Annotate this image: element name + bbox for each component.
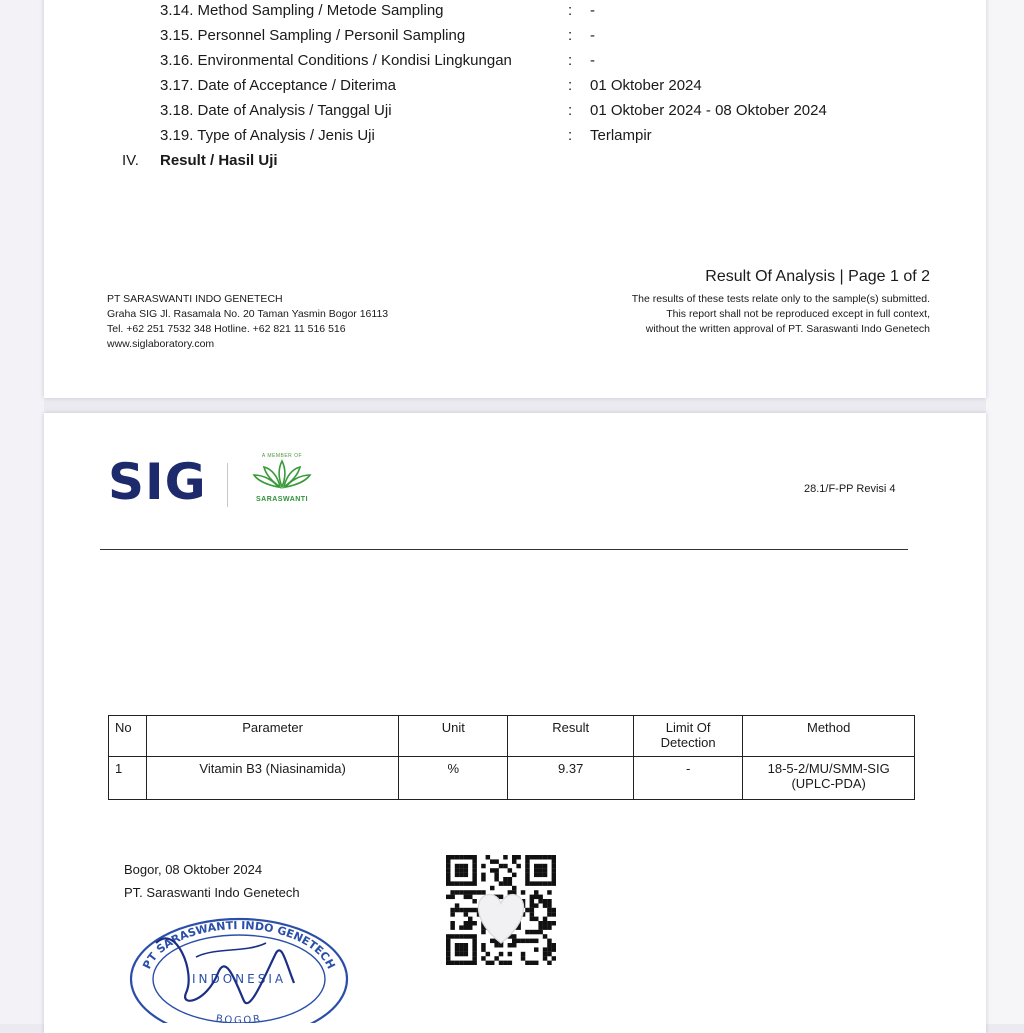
section-number: IV.: [122, 152, 139, 169]
saraswanti-logo: [244, 453, 320, 503]
cell-method: 18-5-2/MU/SMM-SIG (UPLC-PDA): [743, 757, 915, 800]
sig-logo: SIG: [108, 453, 207, 511]
results-table: [108, 715, 915, 800]
stamp-top-text: PT SARASWANTI INDO GENETECH: [140, 918, 338, 972]
left-background: [0, 0, 44, 1024]
page-footer-right: [632, 268, 930, 337]
info-row: [160, 27, 960, 51]
member-brand: SARASWANTI: [255, 496, 309, 503]
document-code: 28.1/F-PP Revisi 4: [804, 483, 896, 495]
signatory-company: PT. Saraswanti Indo Genetech: [124, 885, 300, 900]
header-unit: Unit: [399, 716, 508, 757]
info-value: -: [590, 52, 595, 69]
section-title: Result / Hasil Uji: [160, 152, 278, 169]
leaf-icon: [250, 459, 314, 489]
info-label: 3.14. Method Sampling / Metode Sampling: [160, 2, 444, 19]
company-footer: [107, 292, 388, 352]
svg-text:BOGOR: [215, 1013, 263, 1023]
disclaimer-line: This report shall not be reproduced except in full context,: [666, 308, 930, 320]
info-value: -: [590, 2, 595, 19]
table-header-row: [109, 716, 915, 757]
qr-code: [446, 855, 556, 965]
header-parameter: Parameter: [147, 716, 399, 757]
info-row: [160, 77, 960, 101]
header-limit-of-detection: Limit Of Detection: [633, 716, 742, 757]
cell-result: 9.37: [508, 757, 633, 800]
table-row: [109, 757, 915, 800]
document-page-1: [44, 0, 986, 398]
info-value: 01 Oktober 2024 - 08 Oktober 2024: [590, 102, 827, 119]
signature-stroke: [196, 943, 266, 957]
cell-unit: %: [399, 757, 508, 800]
right-background: [986, 0, 1024, 1024]
info-colon: :: [568, 102, 573, 119]
header-result: Result: [508, 716, 633, 757]
disclaimer: [632, 292, 930, 337]
disclaimer-line: without the written approval of PT. Saraswanti Indo Genetech: [645, 323, 930, 335]
info-row: [160, 2, 960, 26]
page-label: Result Of Analysis | Page 1 of 2: [705, 268, 930, 285]
company-address: Graha SIG Jl. Rasamala No. 20 Taman Yasmin Bogor 16113: [107, 308, 389, 320]
info-value: -: [590, 27, 595, 44]
member-of-text: A MEMBER OF: [261, 453, 303, 459]
cell-limit-of-detection: -: [633, 757, 742, 800]
info-colon: :: [568, 27, 573, 44]
info-colon: :: [568, 52, 573, 69]
document-page-2: [44, 413, 986, 1033]
info-colon: :: [568, 127, 573, 144]
header-divider: [100, 549, 908, 550]
info-label: 3.18. Date of Analysis / Tanggal Uji: [160, 102, 392, 119]
info-label: 3.15. Personnel Sampling / Personil Sampling: [160, 27, 466, 44]
company-name: PT SARASWANTI INDO GENETECH: [107, 293, 283, 305]
company-phone: Tel. +62 251 7532 348 Hotline. +62 821 11 516 516: [107, 323, 346, 335]
info-label: 3.19. Type of Analysis / Jenis Uji: [160, 127, 375, 144]
header-method: Method: [743, 716, 915, 757]
info-value: Terlampir: [590, 127, 652, 144]
info-value: 01 Oktober 2024: [590, 77, 702, 94]
info-label: 3.16. Environmental Conditions / Kondisi Lingkungan: [160, 52, 512, 69]
company-stamp: [126, 913, 352, 1023]
signature-block: [124, 858, 300, 904]
info-label: 3.17. Date of Acceptance / Diterima: [160, 77, 396, 94]
cell-parameter: Vitamin B3 (Niasinamida): [147, 757, 399, 800]
info-row: [160, 102, 960, 126]
logo-divider: [227, 463, 228, 507]
info-row: [160, 127, 960, 151]
svg-text:PT SARASWANTI INDO GENETECH: [140, 919, 337, 971]
info-colon: :: [568, 2, 573, 19]
stamp-middle-text: INDONESIA: [191, 972, 287, 986]
info-colon: :: [568, 77, 573, 94]
stamp-bottom-text: BOGOR: [215, 1013, 263, 1023]
company-website: www.siglaboratory.com: [107, 338, 215, 350]
disclaimer-line: The results of these tests relate only to the sample(s) submitted.: [631, 293, 930, 305]
cell-no: 1: [109, 757, 147, 800]
header-no: No: [109, 716, 147, 757]
place-date: Bogor, 08 Oktober 2024: [124, 862, 263, 877]
info-row: [160, 52, 960, 76]
